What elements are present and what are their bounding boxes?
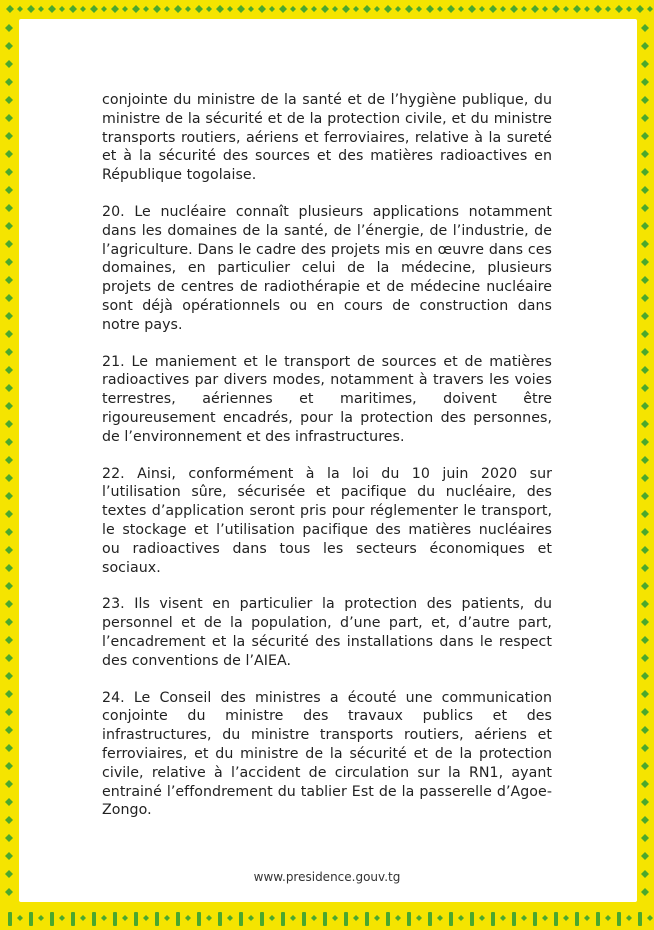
border-bar — [428, 912, 432, 926]
border-bar — [113, 912, 117, 926]
border-bar — [239, 912, 243, 926]
border-bar — [365, 912, 369, 926]
border-bar — [491, 912, 495, 926]
border-bar — [575, 912, 579, 926]
border-bar — [197, 912, 201, 926]
border-bar — [92, 912, 96, 926]
border-bar — [71, 912, 75, 926]
border-bar — [134, 912, 138, 926]
border-bar — [449, 912, 453, 926]
border-bar — [176, 912, 180, 926]
paragraph-20: 20. Le nucléaire connaît plusieurs applications notamment dans les domaines de la santé, de l’énergie, de l’industrie, de l’agriculture. Dans le cadre des projets mis en œuvre dans ces domaines, en particulier celui de la médecine, plusieurs projets de centres de radiothérapie et de médecine nucléaire sont déjà opérationnels ou en cours de construction dans notre pays. — [102, 203, 552, 333]
border-bar — [533, 912, 537, 926]
border-bar — [260, 912, 264, 926]
footer-url: www.presidence.gouv.tg — [253, 870, 401, 884]
border-bar — [344, 912, 348, 926]
paragraph-24: 24. Le Conseil des ministres a écouté une communication conjointe du ministre des travaux publics et des infrastructures, du ministre transports routiers, aériens et ferroviaires, et du ministre de la sécurité et de la protection civile, relative à l’accident de circulation sur la RN1, ayant entrainé l’effondrement du tablier Est de la passerelle d’Agoe-Zongo. — [102, 689, 552, 819]
border-bar — [638, 912, 642, 926]
border-bar — [386, 912, 390, 926]
border-bar — [617, 912, 621, 926]
border-bar — [29, 912, 33, 926]
border-bar — [554, 912, 558, 926]
border-bar — [155, 912, 159, 926]
paragraph-22: 22. Ainsi, conformément à la loi du 10 juin 2020 sur l’utilisation sûre, sécurisée et pacifique du nucléaire, des textes d’application seront pris pour réglementer le transport, le stockage et l’utilisation pacifique des matières nucléaires ou radioactives dans tous les secteurs économiques et sociaux. — [102, 465, 552, 576]
border-bar — [281, 912, 285, 926]
border-bar — [323, 912, 327, 926]
border-bar — [596, 912, 600, 926]
paragraph-21: 21. Le maniement et le transport de sources et de matières radioactives par divers modes, notamment à travers les voies terrestres, aériennes et maritimes, doivent être rigoureusement encadrés, pour la protection des personnes, de l’environnement et des infrastructures. — [102, 353, 552, 445]
border-bar — [407, 912, 411, 926]
paragraph-23: 23. Ils visent en particulier la protection des patients, du personnel et de la population, d’une part, et, d’autre part, l’encadrement et la sécurité des installations dans le respect des conventions de l’AIEA. — [102, 596, 552, 669]
document-body — [102, 91, 552, 838]
border-bar — [8, 912, 12, 926]
border-bar — [218, 912, 222, 926]
border-bar — [470, 912, 474, 926]
border-bar — [50, 912, 54, 926]
paragraph-intro-continuation: conjointe du ministre de la santé et de l’hygiène publique, du ministre de la sécurité et de la protection civile, et du ministre transports routiers, aériens et ferroviaires, relative à la sureté et à la sécurité des sources et des matières radioactives en République togolaise. — [102, 92, 552, 184]
border-bar — [512, 912, 516, 926]
border-bar — [302, 912, 306, 926]
